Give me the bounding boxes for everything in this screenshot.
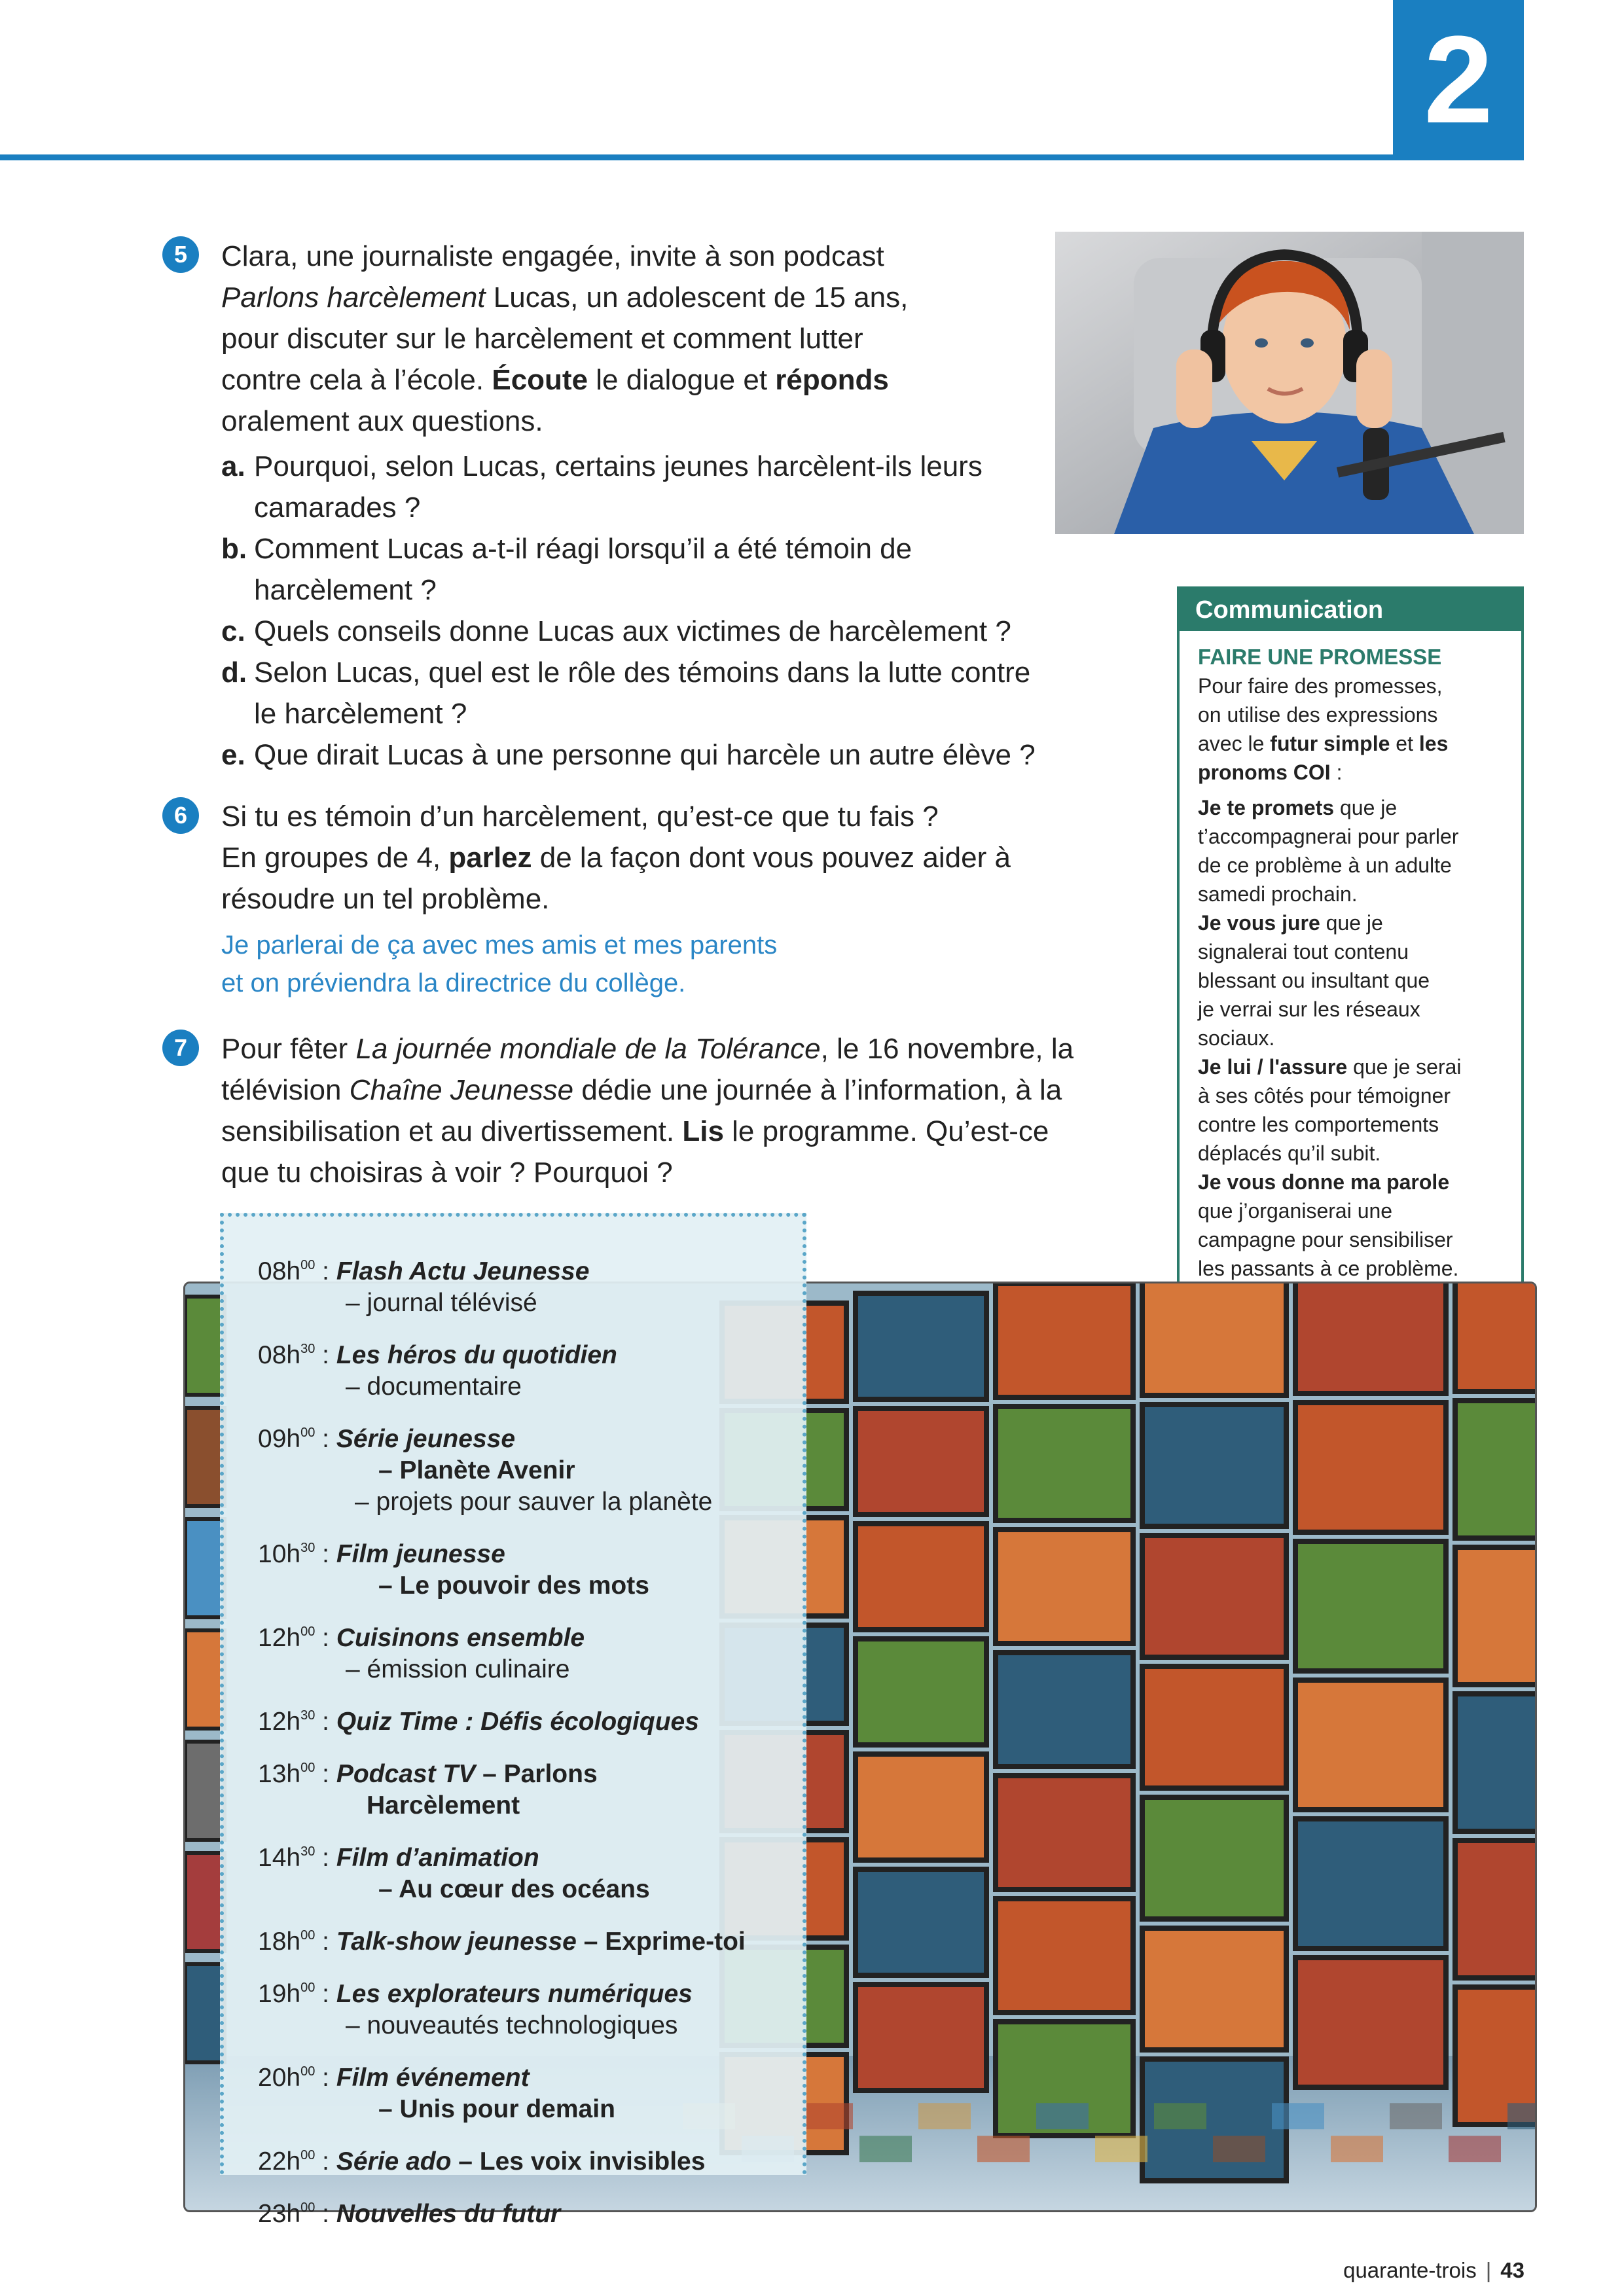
program-time [258, 2200, 315, 2228]
tv-screen [1295, 1680, 1446, 1810]
program-subtitle: – émission culinaire [346, 1655, 570, 1683]
exercise-6-line: Si tu es témoin d’un harcèlement, qu’est-ce que tu fais ? [221, 800, 939, 833]
exercise-5-line: contre cela à l’école. Écoute le dialogue et réponds [221, 364, 889, 396]
question-list [221, 446, 1066, 776]
tv-screen [1295, 1403, 1446, 1532]
comm-line: les passants à ce problème. [1198, 1257, 1459, 1280]
tv-screen [185, 1853, 225, 1951]
program-hour: 19h [258, 1980, 301, 2008]
tv-program-panel [220, 1213, 806, 2228]
exercise-5-line: Clara, une journaliste engagée, invite à son podcast [221, 240, 884, 272]
program-item: $14h^{30}$ : Film d’animation – Au cœur des océans [258, 1836, 746, 1905]
tv-screen [1142, 1283, 1286, 1395]
comm-line: signalerai tout contenu [1198, 940, 1409, 963]
tv-screen [185, 1964, 225, 2062]
program-item: $12h^{00}$ : Cuisinons ensemble – émission culinaire [258, 1616, 746, 1685]
program-minutes: 00 [300, 1761, 316, 1775]
program-minutes: 30 [300, 1541, 316, 1555]
program-minutes: 00 [300, 1426, 316, 1440]
tv-screen [1295, 1283, 1446, 1393]
comm-line: Pour faire des promesses, [1198, 674, 1443, 698]
floor-screen [1390, 2103, 1442, 2129]
page-footer: quarante-trois | 43 [1343, 2258, 1525, 2282]
program-hour: 12h [258, 1708, 301, 1736]
question-c: c. Quels conseils donne Lucas aux victimes de harcèlement ? [221, 615, 1011, 647]
floor-screen [1154, 2103, 1206, 2129]
program-title: Série jeunesse [336, 1425, 516, 1453]
program-subtitle: – documentaire [346, 1372, 522, 1401]
page-number-words: quarante-trois [1343, 2258, 1477, 2282]
floor-screen [1036, 2103, 1089, 2129]
tv-program-list [258, 1249, 746, 2244]
exercise-7-line: télévision Chaîne Jeunesse dédie une journée à l’information, à la [221, 1074, 1062, 1106]
program-title: Talk-show jeunesse [336, 1928, 577, 1956]
question-a: a. Pourquoi, selon Lucas, certains jeunes harcèlent-ils leurs camarades ? [221, 450, 983, 524]
comm-line: contre les comportements [1198, 1113, 1439, 1136]
program-title: Quiz Time : Défis écologiques [336, 1708, 699, 1736]
program-title: Film d’animation [336, 1844, 539, 1872]
tv-screen [856, 1524, 986, 1630]
program-item: $19h^{00}$ : Les explorateurs numériques – nouveautés technologiques [258, 1972, 746, 2041]
chapter-number-tab: 2 [1393, 0, 1524, 160]
floor-screen [859, 2136, 912, 2162]
tv-screen [996, 1407, 1133, 1520]
program-time [258, 1425, 315, 1453]
program-minutes: 00 [300, 2200, 316, 2215]
tv-screen [996, 1653, 1133, 1767]
program-hour: 18h [258, 1928, 301, 1956]
program-time [258, 1980, 315, 2008]
program-minutes: 00 [300, 1981, 316, 1995]
example-line: et on préviendra la directrice du collège. [221, 969, 686, 997]
question-e: e. Que dirait Lucas à une personne qui harcèle un autre élève ? [221, 739, 1036, 771]
program-item: $23h^{00}$ : Nouvelles du futur [258, 2200, 561, 2228]
communication-subheading: FAIRE UNE PROMESSE [1198, 645, 1442, 669]
program-minutes: 00 [300, 2064, 316, 2079]
comm-line: on utilise des expressions [1198, 703, 1438, 726]
tv-screen [1455, 1694, 1537, 1831]
program-minutes: 30 [300, 1342, 316, 1356]
program-time [258, 1540, 315, 1568]
exercise-7-line: sensibilisation et au divertissement. Lis le programme. Qu’est-ce [221, 1115, 1049, 1147]
comm-line: avec le futur simple et les [1198, 732, 1449, 755]
program-item: $08h^{00}$ : Flash Actu Jeunesse – journal télévisé [258, 1249, 746, 1319]
program-title-extra: – Les voix invisibles [451, 2147, 706, 2176]
floor-screen [1449, 2136, 1501, 2162]
boy-with-headphones-illustration [1055, 232, 1524, 534]
floor-screen [977, 2136, 1030, 2162]
floor-screen [1213, 2136, 1265, 2162]
exercise-5-line: Parlons harcèlement Lucas, un adolescent de 15 ans, [221, 281, 909, 314]
floor-screen [1507, 2103, 1537, 2129]
tv-screen [856, 1408, 986, 1515]
tv-screen [856, 1869, 986, 1975]
program-subtitle: – journal télévisé [346, 1289, 537, 1317]
program-time [258, 1341, 315, 1369]
comm-line: blessant ou insultant que [1198, 969, 1430, 992]
communication-heading: Communication [1180, 589, 1521, 631]
event-name: La journée mondiale de la Tolérance [355, 1033, 821, 1065]
question-d: d. Selon Lucas, quel est le rôle des témoins dans la lutte contre le harcèlement ? [221, 656, 1031, 730]
program-hour: 14h [258, 1844, 301, 1872]
program-minutes: 30 [300, 1708, 316, 1723]
tv-screen [1142, 1928, 1286, 2050]
podcast-name: Parlons harcèlement [221, 281, 486, 314]
comm-line: de ce problème à un adulte [1198, 853, 1452, 877]
exercise-6 [221, 796, 1138, 1002]
exercise-5 [221, 236, 1066, 776]
program-minutes: 00 [300, 1258, 316, 1272]
program-time [258, 1624, 315, 1652]
floor-screen [918, 2103, 971, 2129]
program-subtitle-bold: – Planète Avenir [378, 1456, 575, 1484]
program-title-extra: – Parlons [475, 1760, 598, 1788]
tv-screen [185, 1408, 225, 1506]
tv-screen [856, 1639, 986, 1745]
verb-read: Lis [682, 1115, 724, 1147]
tv-screen [1455, 1840, 1537, 1978]
program-title: Film événement [336, 2064, 530, 2092]
program-hour: 10h [258, 1540, 301, 1568]
program-title: Série ado [336, 2147, 452, 2176]
program-title: Podcast TV [336, 1760, 476, 1788]
program-subtitle-bold: – Le pouvoir des mots [378, 1571, 649, 1600]
program-time [258, 1844, 315, 1872]
exercise-6-number: 6 [162, 797, 199, 834]
comm-line: t’accompagnerai pour parler [1198, 825, 1459, 848]
program-item: $18h^{00}$ : Talk-show jeunesse – Exprime-toi [258, 1928, 746, 1956]
tv-screen [185, 1519, 225, 1617]
program-subtitle: – projets pour sauver la planète [355, 1488, 713, 1516]
program-hour: 12h [258, 1624, 301, 1652]
floor-screen [801, 2103, 853, 2129]
program-item: $10h^{30}$ : Film jeunesse – Le pouvoir des mots [258, 1532, 746, 1602]
program-item: $09h^{00}$ : Série jeunesse – Planète Avenir – projets pour sauver la planète [258, 1417, 746, 1518]
podcast-boy-photo [1055, 232, 1524, 534]
program-time [258, 1760, 315, 1788]
tv-screen [1142, 1535, 1286, 1657]
tv-screen [1295, 1819, 1446, 1948]
program-title: Film jeunesse [336, 1540, 505, 1568]
verb-answer: réponds [775, 364, 889, 396]
exercise-5-number: 5 [162, 236, 199, 273]
exercise-7 [221, 1028, 1164, 1193]
program-item: $08h^{30}$ : Les héros du quotidien – documentaire [258, 1333, 746, 1403]
exercise-7-line: que tu choisiras à voir ? Pourquoi ? [221, 1157, 673, 1189]
tv-screen [996, 1776, 1133, 1890]
exercise-7-line: Pour fêter La journée mondiale de la Tolérance, le 16 novembre, la [221, 1033, 1074, 1065]
comm-line: déplacés qu’il subit. [1198, 1141, 1381, 1165]
program-time [258, 1708, 315, 1736]
verb-speak: parlez [448, 842, 532, 874]
question-b: b. Comment Lucas a-t-il réagi lorsqu’il a été témoin de harcèlement ? [221, 533, 912, 606]
floor-screen [1331, 2136, 1383, 2162]
tv-screen [1455, 1283, 1537, 1391]
tv-screen [996, 1283, 1133, 1397]
program-item: $12h^{30}$ : Quiz Time : Défis écologiques [258, 1708, 699, 1736]
tv-screen [1455, 1401, 1537, 1538]
floor-screen [1272, 2103, 1324, 2129]
exercise-5-line: oralement aux questions. [221, 405, 543, 437]
comm-line: pronoms COI : [1198, 761, 1343, 784]
comm-example-assure: Je lui / l'assure que je serai [1198, 1055, 1462, 1079]
program-subtitle-bold: – Au cœur des océans [378, 1875, 650, 1903]
program-title-extra: – Exprime-toi [576, 1928, 746, 1956]
program-minutes: 00 [300, 1624, 316, 1639]
program-time [258, 2147, 315, 2176]
program-hour: 08h [258, 1257, 301, 1285]
exercise-6-line: En groupes de 4, parlez de la façon dont vous pouvez aider à [221, 842, 1011, 874]
comm-line: que j’organiserai une [1198, 1199, 1393, 1223]
comm-line: à ses côtés pour témoigner [1198, 1084, 1451, 1107]
tv-screen [185, 1742, 225, 1840]
program-minutes: 00 [300, 1928, 316, 1943]
tv-screen [1142, 1797, 1286, 1919]
tv-screen [185, 1630, 225, 1729]
tv-screen [185, 1297, 225, 1395]
channel-name: Chaîne Jeunesse [349, 1074, 574, 1106]
comm-example-promise: Je te promets que je [1198, 796, 1398, 819]
comm-example-word: Je vous donne ma parole [1198, 1170, 1450, 1194]
program-hour: 13h [258, 1760, 301, 1788]
tv-screen [856, 1754, 986, 1860]
comm-example-swear: Je vous jure que je [1198, 911, 1383, 935]
program-hour: 08h [258, 1341, 301, 1369]
program-item: $22h^{00}$ : Série ado – Les voix invisibles [258, 2147, 706, 2176]
program-subtitle: – nouveautés technologiques [346, 2011, 678, 2039]
program-item: $20h^{00}$ : Film événement – Unis pour demain [258, 2056, 746, 2125]
comm-line: samedi prochain. [1198, 882, 1358, 906]
program-minutes: 00 [300, 2148, 316, 2162]
exercise-7-number: 7 [162, 1030, 199, 1066]
tv-screen [1142, 1405, 1286, 1526]
program-hour: 22h [258, 2147, 301, 2176]
page-number: 43 [1500, 2258, 1525, 2282]
comm-line: sociaux. [1198, 1026, 1275, 1050]
exercise-5-line: pour discuter sur le harcèlement et comment lutter [221, 323, 863, 355]
program-time [258, 1928, 315, 1956]
exercise-6-line: résoudre un tel problème. [221, 883, 550, 915]
example-line: Je parlerai de ça avec mes amis et mes parents [221, 931, 778, 960]
program-time [258, 1257, 315, 1285]
program-item: $13h^{00}$ : Podcast TV – Parlons Harcèlement [258, 1752, 746, 1821]
program-title: Les héros du quotidien [336, 1341, 617, 1369]
tv-screen [996, 1899, 1133, 2013]
tv-screen [1295, 1958, 1446, 2087]
header-rule [0, 154, 1524, 160]
comm-line: je verrai sur les réseaux [1198, 997, 1420, 1021]
program-title: Nouvelles du futur [336, 2200, 561, 2228]
tv-screen [856, 1984, 986, 2090]
tv-screen [1295, 1541, 1446, 1671]
program-hour: 23h [258, 2200, 301, 2228]
program-time [258, 2064, 315, 2092]
tv-screen [996, 1530, 1133, 1643]
tv-screen [1142, 1666, 1286, 1788]
comm-line: campagne pour sensibiliser [1198, 1228, 1453, 1251]
floor-screen [1095, 2136, 1147, 2162]
exercise-6-example [221, 926, 1138, 1002]
program-title: Les explorateurs numériques [336, 1980, 693, 2008]
program-subtitle-bold: – Unis pour demain [378, 2095, 615, 2123]
program-title: Cuisinons ensemble [336, 1624, 585, 1652]
program-title: Flash Actu Jeunesse [336, 1257, 590, 1285]
tv-screen [856, 1293, 986, 1399]
tv-screen [1455, 1547, 1537, 1685]
program-minutes: 30 [300, 1844, 316, 1859]
program-subtitle-bold: Harcèlement [367, 1791, 520, 1820]
program-hour: 20h [258, 2064, 301, 2092]
verb-listen: Écoute [492, 364, 588, 396]
program-hour: 09h [258, 1425, 301, 1453]
